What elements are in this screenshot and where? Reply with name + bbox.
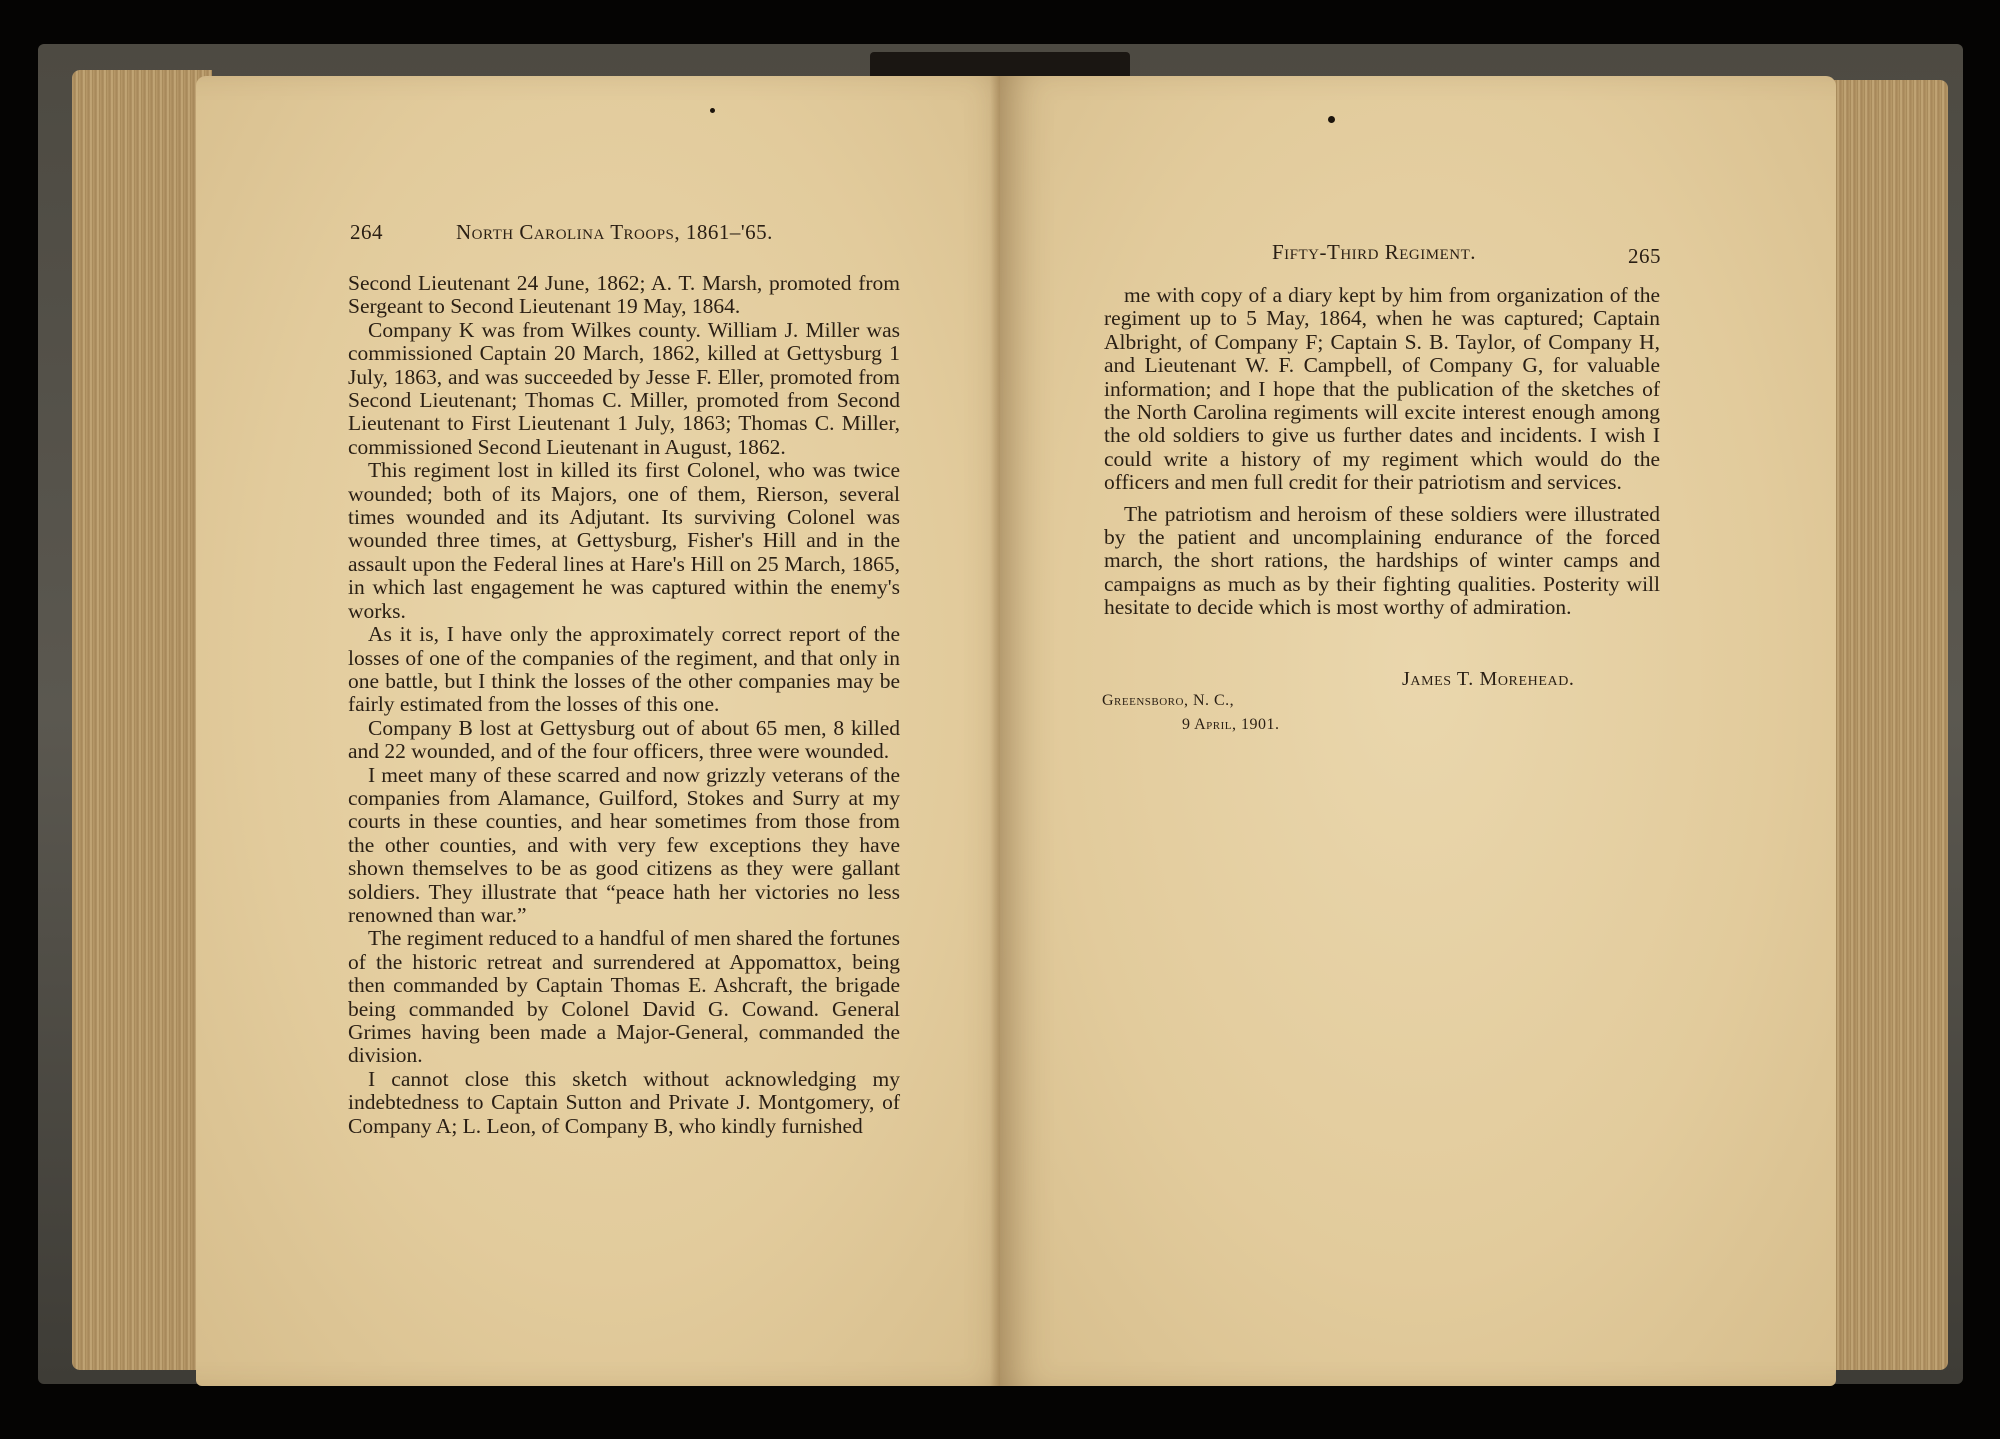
paragraph: I cannot close this sketch without acknowledging my indebtedness to Captain Sutton and Private J. Montgomery, of Company A; L. Leon, of Company B, who kindly furnished (348, 1066, 900, 1138)
ink-speck (710, 108, 715, 113)
date-line: 9 April, 1901. (1182, 716, 1280, 733)
paragraph: Company K was from Wilkes county. William J. Miller was commissioned Captain 20 March, 1862, killed at Gettysburg 1 July, 1863, and was succeeded by Jesse F. Eller, promoted from Second Lieutenant; Thomas C. Miller, promoted from Second Lieutenant to First Lieutenant 1 July, 1863; Thomas C. Miller, commissioned Second Lieutenant in August, 1862. (348, 317, 900, 459)
paragraph: I meet many of these scarred and now grizzly veterans of the companies from Alamance, Guilford, Stokes and Surry at my courts in these counties, and hear sometimes from those from the other counties, and with very few exceptions they have shown themselves to be as good citizens as they were gallant soldiers. They illustrate that “peace hath her victories no less renowned than war.” (348, 762, 900, 927)
right-running-head: Fifty-Third Regiment. (1272, 240, 1476, 264)
place-line: Greensboro, N. C., (1102, 692, 1235, 709)
signature: James T. Morehead. (1402, 668, 1575, 690)
paragraph: The patriotism and heroism of these soldiers were illustrated by the patient and uncomplaining endurance of the forced march, the short rations, the hardships of winter camps and campaigns as much as by their fighting qualities. Posterity will hesitate to decide which is most worthy of admiration. (1104, 501, 1660, 620)
paragraph: Company B lost at Gettysburg out of about 65 men, 8 killed and 22 wounded, and of the four officers, three were wounded. (348, 715, 900, 764)
right-page (1000, 76, 1836, 1386)
paragraph: The regiment reduced to a handful of men shared the fortunes of the historic retreat and surrendered at Appomattox, being then commanded by Captain Thomas E. Ashcraft, the brigade being commanded by Colonel David G. Cowand. General Grimes having been made a Major-General, commanded the division. (348, 926, 900, 1068)
right-page-body (1104, 284, 1660, 620)
left-page-body (348, 272, 900, 1138)
left-page-edges (72, 70, 212, 1370)
paragraph: me with copy of a diary kept by him from organization of the regiment up to 5 May, 1864, when he was captured; Captain Albright, of Company F; Captain S. B. Taylor, of Company H, and Lieutenant W. F. Campbell, of Company G, for valuable information; and I hope that the publication of the sketches of the North Carolina regiments will excite interest enough among the old soldiers to give us further dates and incidents. I wish I could write a history of my regiment which would do the officers and men full credit for their patriotism and services. (1104, 283, 1660, 495)
paragraph: This regiment lost in killed its first Colonel, who was twice wounded; both of its Majors, one of them, Rierson, several times wounded and its Adjutant. Its surviving Colonel was wounded three times, at Gettysburg, Fisher's Hill and in the assault upon the Federal lines at Hare's Hill on 25 March, 1865, in which last engagement he was captured within the enemy's works. (348, 458, 900, 623)
ink-speck (1328, 116, 1335, 123)
left-running-head: North Carolina Troops, 1861–'65. (456, 220, 773, 244)
left-page-number: 264 (350, 220, 383, 244)
paragraph: As it is, I have only the approximately correct report of the losses of one of the companies of the regiment, and that only in one battle, but I think the losses of the other companies may be fairly estimated from the losses of this one. (348, 622, 900, 717)
left-page (196, 76, 1018, 1386)
right-page-number: 265 (1628, 244, 1661, 268)
paragraph: Second Lieutenant 24 June, 1862; A. T. Marsh, promoted from Sergeant to Second Lieutenant 19 May, 1864. (348, 271, 900, 319)
